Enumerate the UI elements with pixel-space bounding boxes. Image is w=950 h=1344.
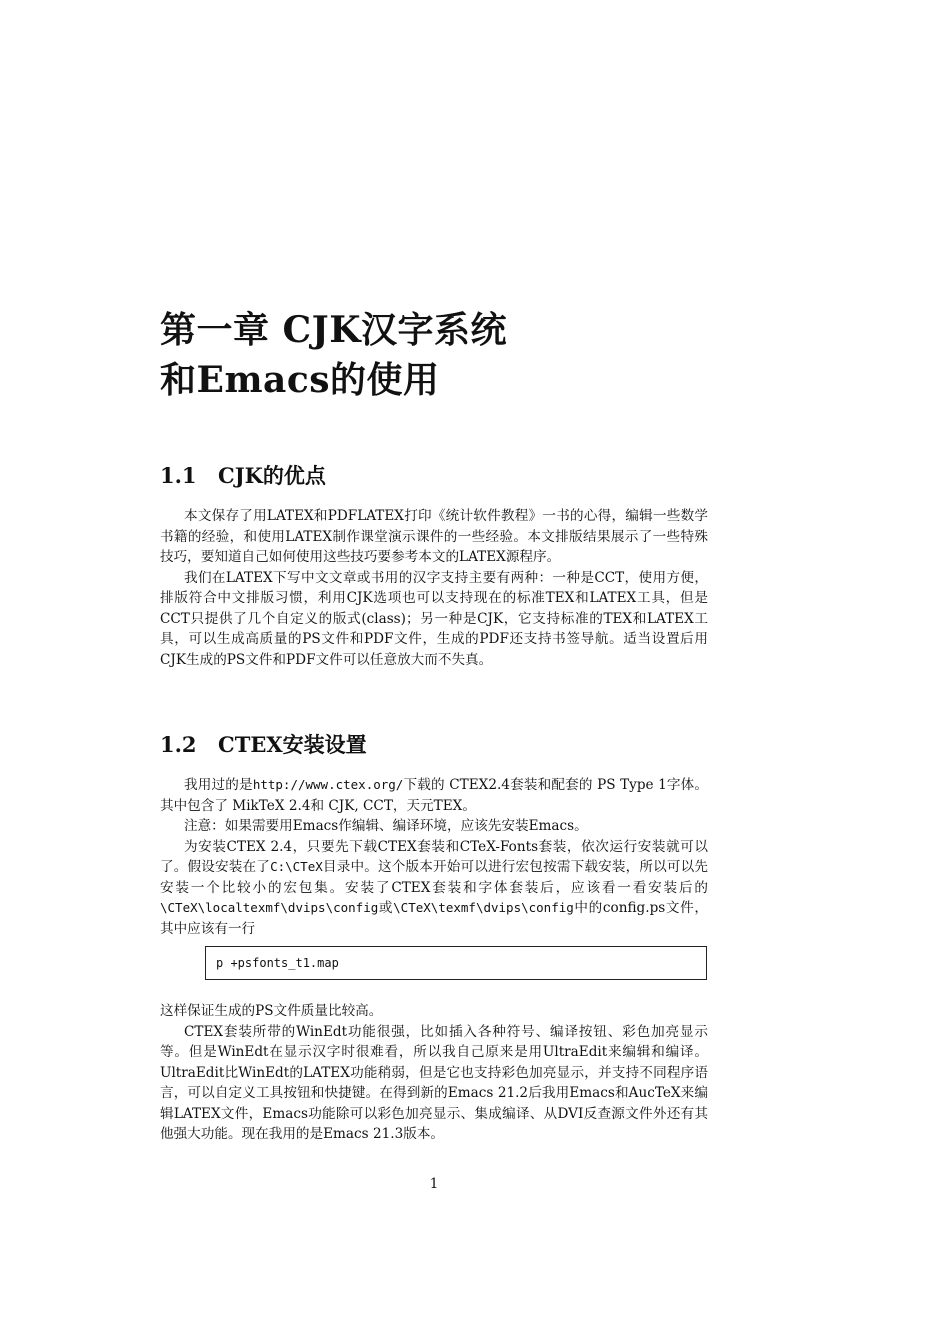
path-text: \CTeX\texmf\dvips\config	[393, 900, 574, 915]
chapter-title-line-2: 和Emacs的使用	[160, 359, 440, 401]
section-title: CTEX安装设置	[218, 732, 367, 757]
paragraph: 这样保证生成的PS文件质量比较高。	[160, 1003, 383, 1019]
paragraph	[160, 775, 708, 816]
chapter-title-line-1: 第一章 CJK汉字系统	[160, 309, 508, 351]
path-text: C:\CTeX	[270, 859, 323, 874]
path-text: \CTeX\localtexmf\dvips\config	[160, 900, 379, 915]
paragraph: CTEX套装所带的WinEdt功能很强，比如插入各种符号、编译按钮、彩色加亮显示等。但是WinEdt在显示汉字时很难看，所以我自己原来是用UltraEdit来编辑和编译。UltraEdit比WinEdt的LATEX功能稍弱，但是它也支持彩色加亮显示，并支持不同程序语言，可以自定义工具按钮和快捷键。在得到新的Emacs 21.2后我用Emacs和AucTeX来编辑LATEX文件，Emacs功能除可以彩色加亮显示、集成编译、从DVI反查源文件外还有其他强大功能。现在我用的是Emacs 21.3版本。	[160, 1023, 708, 1142]
section-1-2-body-continued	[160, 1001, 708, 1145]
paragraph-text: 为安装CTEX 2.4，只要先下载CTEX套装和CTeX-Fonts套装，依次运行安装就可以了。假设安装在了	[160, 838, 708, 875]
page-number: 1	[429, 1176, 439, 1192]
chapter-title	[160, 305, 507, 405]
paragraph: 本文保存了用LATEX和PDFLATEX打印《统计软件教程》一书的心得，编辑一些数学书籍的经验，和使用LATEX制作课堂演示课件的一些经验。本文排版结果展示了一些特殊技巧，要知道自己如何使用这些技巧要参考本文的LATEX源程序。	[160, 508, 708, 565]
code-block: p +psfonts_t1.map	[205, 946, 707, 980]
paragraph-text: 或	[378, 900, 394, 916]
section-number: 1.2	[160, 732, 197, 757]
section-1-1-body	[160, 506, 708, 670]
url-text: http://www.ctex.org/	[252, 777, 404, 792]
paragraph-text: 我用过的是	[184, 777, 253, 793]
section-title: CJK的优点	[218, 463, 326, 488]
section-1-2-body	[160, 775, 708, 939]
section-heading-1-1	[160, 462, 326, 490]
paragraph-text: 目录中。这个版本开始可以进行宏包按需下载安装，所以可以先安装一个比较小的宏包集。安装了CTEX套装和字体套装后，应该看一看安装后的	[160, 859, 709, 896]
section-number: 1.1	[160, 463, 197, 488]
paragraph-text: 下载的 CTEX2.4套装和配套的 PS Type 1字体。其中包含了 MikTeX 2.4和 CJK, CCT，天元TEX。	[160, 777, 709, 814]
paragraph-text: 中的config.ps文件，其中应该有一行	[160, 900, 708, 937]
section-heading-1-2	[160, 731, 367, 759]
paragraph	[160, 837, 708, 940]
paragraph: 我们在LATEX下写中文文章或书用的汉字支持主要有两种：一种是CCT，使用方便，排版符合中文排版习惯，利用CJK选项也可以支持现在的标准TEX和LATEX工具，但是CCT只提供了几个自定义的版式(class)；另一种是CJK，它支持标准的TEX和LATEX工具，可以生成高质量的PS文件和PDF文件，生成的PDF还支持书签导航。适当设置后用CJK生成的PS文件和PDF文件可以任意放大而不失真。	[160, 569, 708, 668]
paragraph: 注意：如果需要用Emacs作编辑、编译环境，应该先安装Emacs。	[184, 818, 588, 834]
